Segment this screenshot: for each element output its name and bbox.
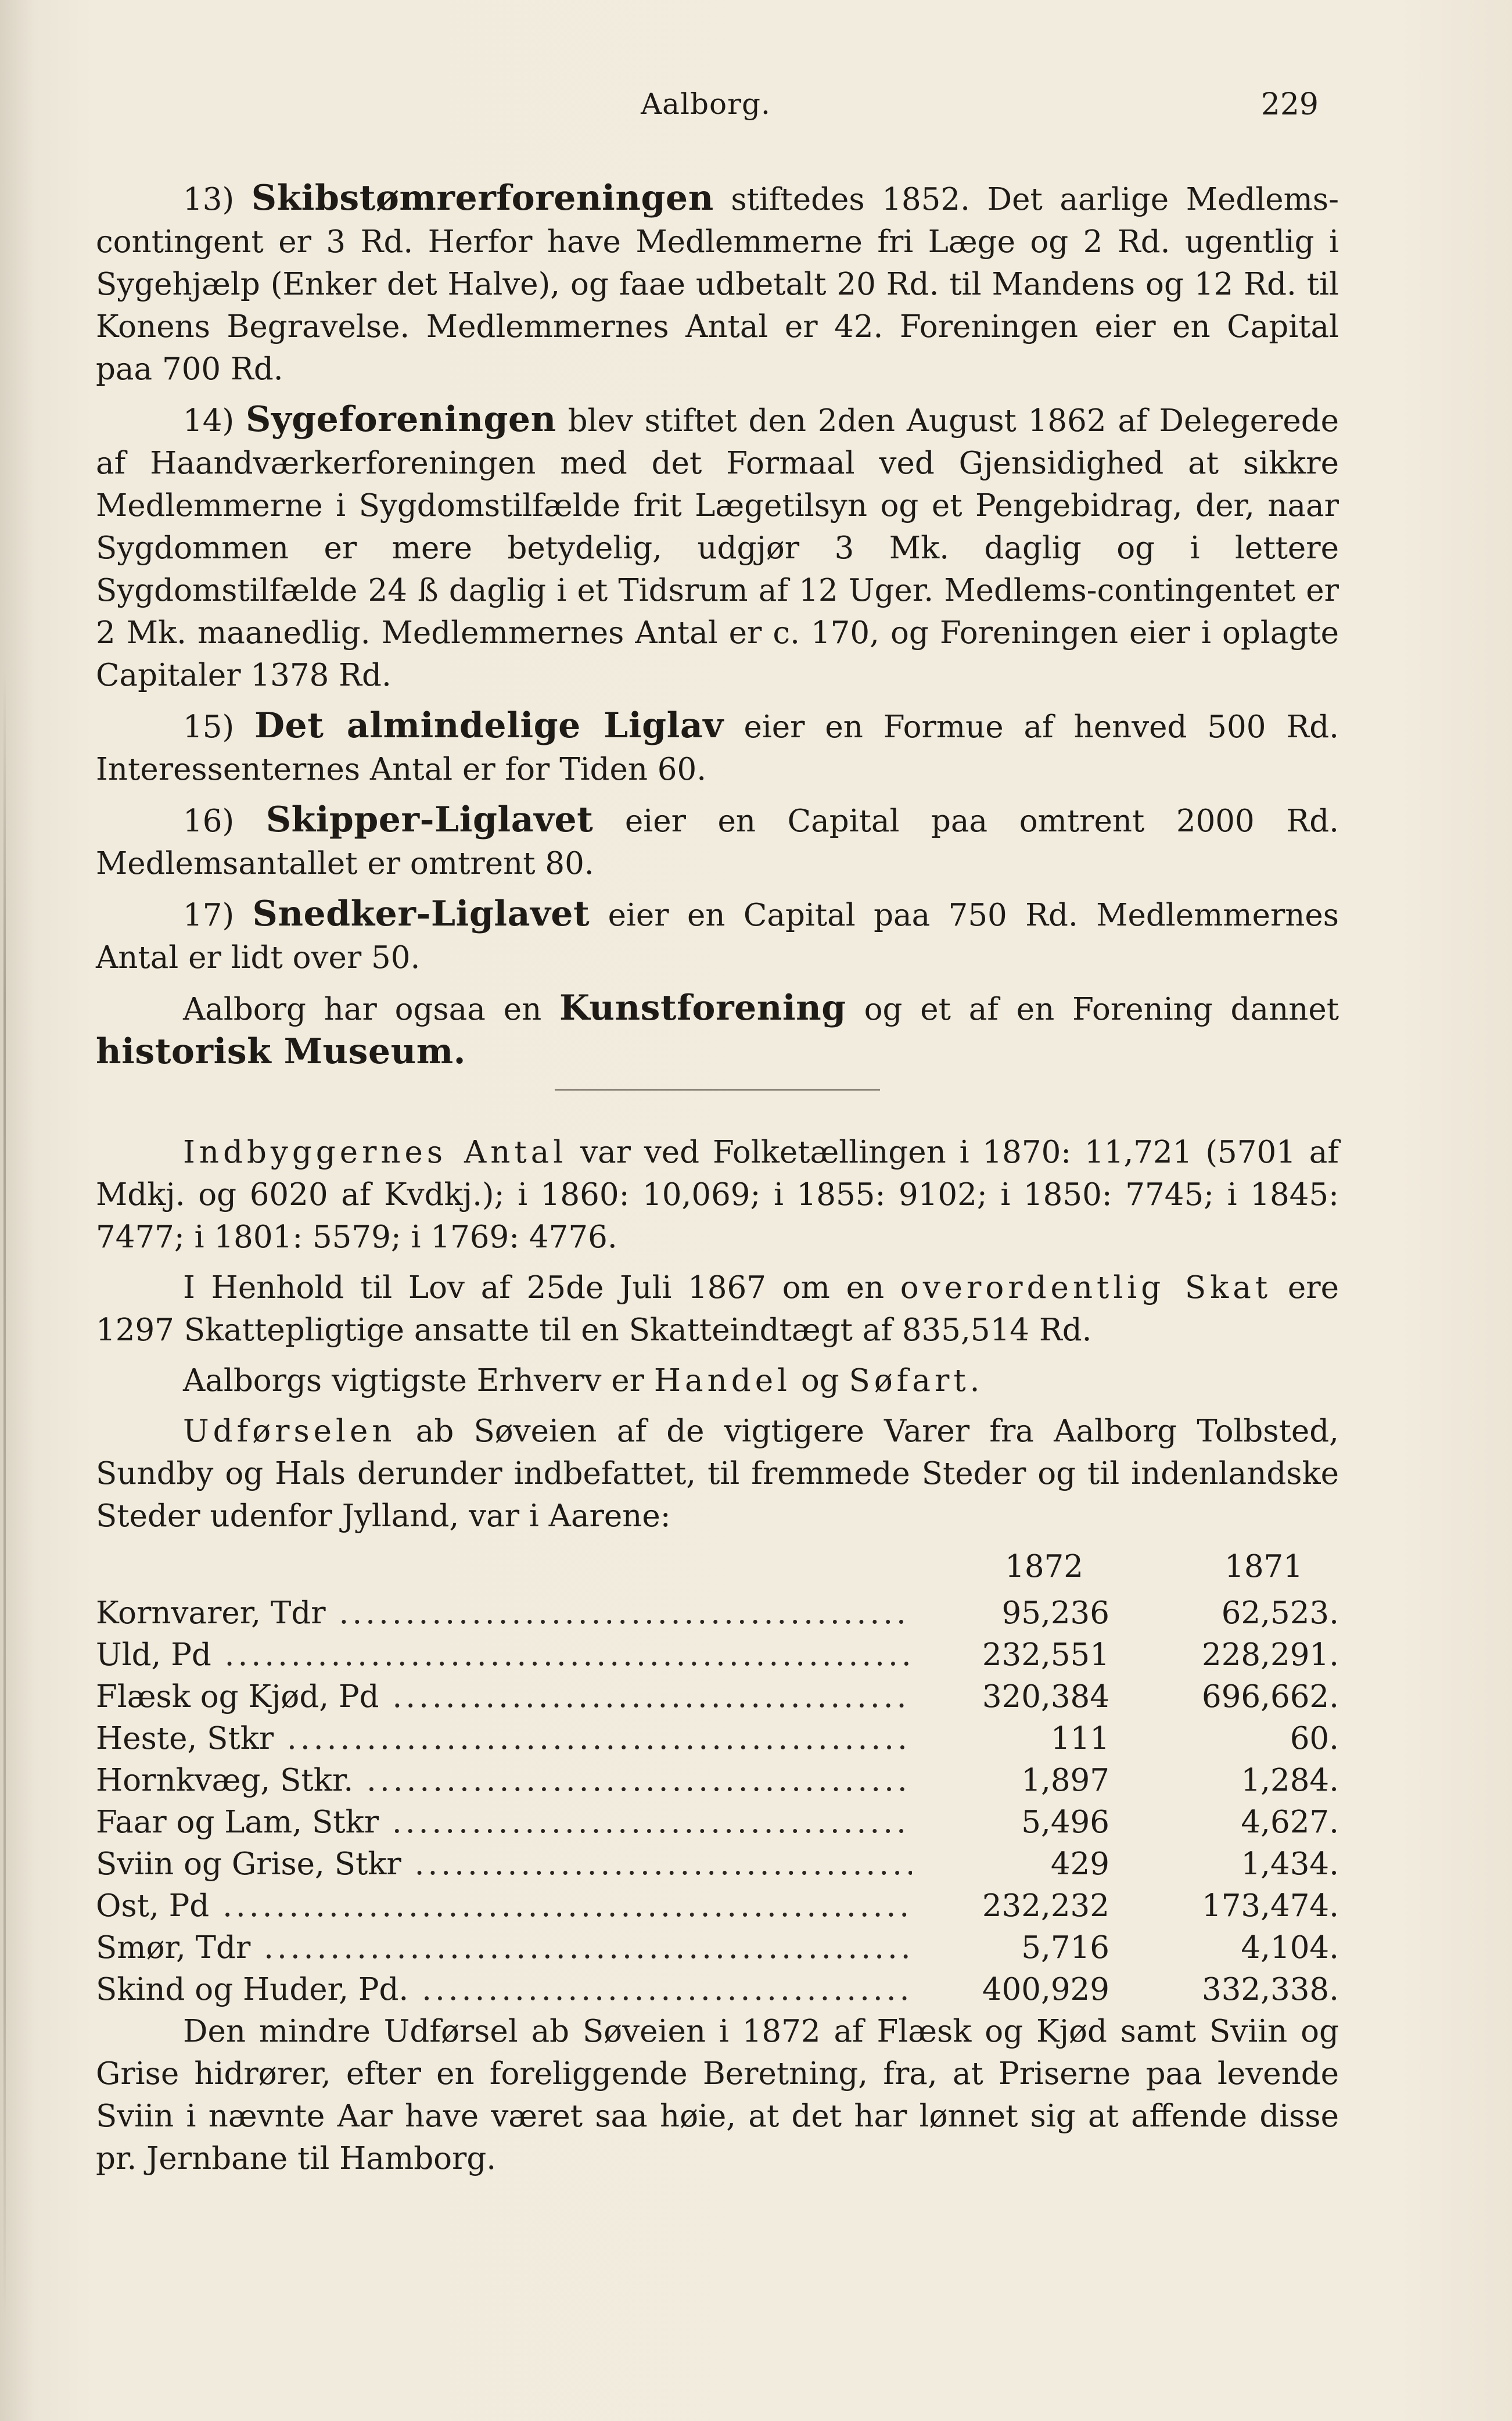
value-1871: 4,627.	[1233, 1801, 1339, 1843]
commodity-label: Sviin og Grise, Stkr .....	[96, 1843, 912, 1885]
leader-cover	[912, 1634, 920, 1676]
leader-cover	[912, 1759, 920, 1801]
leader-cover	[912, 1801, 920, 1843]
commodity-label: Skind og Huder, Pd. .....	[96, 1968, 912, 2010]
paragraph-item-13	[96, 177, 1339, 390]
export-table	[96, 1545, 1339, 2010]
spaced-term: Indbyggernes Antal	[183, 1135, 568, 1170]
commodity-label: Ost, Pd .....	[96, 1885, 912, 1927]
commodity-label: Faar og Lam, Stkr .....	[96, 1801, 912, 1843]
art-society-heading: Kunstforening	[559, 988, 846, 1028]
leader-cover	[912, 1592, 920, 1634]
year-column-header: 1871	[1224, 1549, 1303, 1584]
spaced-term: Handel	[653, 1363, 792, 1398]
item-number: 15)	[183, 709, 254, 745]
value-1871: 228,291.	[1194, 1634, 1339, 1676]
leader-cover	[912, 1968, 920, 2010]
society-heading: Snedker-Liglavet	[252, 894, 590, 934]
closing-note-block	[96, 2010, 1339, 2180]
society-heading: Det almindelige Liglav	[254, 705, 724, 746]
society-heading: Skibstømrerforeningen	[251, 178, 714, 218]
leader-cover	[912, 1676, 920, 1717]
paragraph-text: eier en Formue af henved 500 Rd. Interessenternes Antal er for Tiden 60.	[96, 709, 1339, 787]
paragraph-text: og et af en Forening dannet	[846, 992, 1339, 1027]
paragraph-text: ere 1297 Skattepligtige ansatte til en Skatteindtægt af 835,514 Rd.	[96, 1270, 1339, 1348]
year-column-header: 1872	[1005, 1549, 1083, 1584]
item-number: 16)	[183, 804, 266, 839]
paragraph-item-17	[96, 893, 1339, 979]
paragraph-trade	[96, 1360, 1339, 1402]
table-row	[96, 1885, 1339, 1927]
item-number: 17)	[183, 898, 253, 933]
paragraph-text: .	[969, 1363, 980, 1398]
paragraph-text: I Henhold til Lov af 25de Juli 1867 om en	[183, 1270, 900, 1305]
paragraph-text: Aalborg har ogsaa en	[183, 992, 560, 1027]
value-1871: 60.	[1282, 1717, 1339, 1759]
paragraph-text: eier en Capital paa omtrent 2000 Rd. Medlemsantallet er omtrent 80.	[96, 804, 1339, 881]
value-1871: 4,104.	[1233, 1927, 1339, 1968]
value-1871: 1,434.	[1233, 1843, 1339, 1885]
paragraph-text: eier en Capital paa 750 Rd. Medlemmernes Antal er lidt over 50.	[96, 898, 1339, 975]
commodity-label: Hornkvæg, Stkr. .....	[96, 1759, 912, 1801]
spaced-term: Søfart	[849, 1363, 970, 1398]
spaced-term: Udførselen	[183, 1414, 396, 1449]
commodity-label: Smør, Tdr .....	[96, 1927, 912, 1968]
value-1871: 332,338.	[1194, 1968, 1339, 2010]
museum-heading: historisk Museum.	[96, 1031, 466, 1072]
leader-cover	[912, 1927, 920, 1968]
table-row	[96, 1759, 1339, 1801]
paragraph-text: stiftedes 1852. Det aarlige Medlems-contingent er 3 Rd. Herfor have Medlemmerne fri Læge og 2 Rd. ugentlig i Sygehjælp (Enker det Halve), og faae udbetalt 20 Rd. til Mandens og 12 Rd. til Konens Begravelse. Medlemmernes Antal er 42. Foreningen eier en Capital paa 700 Rd.	[96, 182, 1339, 387]
paragraph-item-15	[96, 705, 1339, 791]
commodity-label: Heste, Stkr .....	[96, 1717, 912, 1759]
running-head: Aalborg.	[641, 87, 771, 121]
paragraph-text: blev stiftet den 2den August 1862 af Delegerede af Haandværkerforeningen med det Formaal ved Gjensidighed at sikkre Medlemmerne i Sygdomstilfælde frit Lægetilsyn og et Pengebidrag, der, naar Sygdommen er mere betydelig, udgjør 3 Mk. daglig og i lettere Sygdomstilfælde 24 ß daglig i et Tidsrum af 12 Uger. Medlems-contingentet er 2 Mk. maanedlig. Medlemmernes Antal er c. 170, og Foreningen eier i oplagte Capitaler 1378 Rd.	[96, 403, 1339, 693]
spaced-term: overordentlig Skat	[900, 1270, 1272, 1305]
paragraph-text: ab Søveien af de vigtigere Varer fra Aalborg Tolbsted, Sundby og Hals derunder indbefattet, til fremmede Steder og til indenlandske Steder udenfor Jylland, var i Aarene:	[96, 1414, 1339, 1534]
table-row	[96, 1634, 1339, 1676]
page-header	[93, 87, 1319, 128]
table-header	[96, 1545, 1339, 1592]
closing-note: Den mindre Udførsel ab Søveien i 1872 af Flæsk og Kjød samt Sviin og Grise hidrører, efter en foreliggende Beretning, fra, at Priserne paa levende Sviin i nævnte Aar have været saa høie, at det har lønnet sig at affende disse pr. Jernbane til Hamborg.	[96, 2014, 1339, 2176]
item-number: 14)	[183, 403, 246, 439]
value-1872: 232,551	[974, 1634, 1109, 1676]
commodity-label: Uld, Pd .....	[96, 1634, 912, 1676]
table-row	[96, 1843, 1339, 1885]
leader-cover	[912, 1885, 920, 1927]
leader-cover	[912, 1843, 920, 1885]
value-1872: 1,897	[1013, 1759, 1109, 1801]
table-body	[96, 1592, 1339, 2010]
paragraph-exports	[96, 1410, 1339, 1537]
paragraph-tax	[96, 1267, 1339, 1351]
value-1871: 173,474.	[1194, 1885, 1339, 1927]
commodity-label: Flæsk og Kjød, Pd .....	[96, 1676, 912, 1717]
value-1871: 1,284.	[1233, 1759, 1339, 1801]
paragraph-closing	[96, 987, 1339, 1074]
table-row	[96, 1592, 1339, 1634]
table-row	[96, 1676, 1339, 1717]
value-1872: 5,716	[1013, 1927, 1109, 1968]
section-divider	[555, 1089, 880, 1091]
page-gutter-shadow	[3, 668, 6, 2324]
paragraph-text: Aalborgs vigtigste Erhverv er	[183, 1363, 654, 1398]
value-1872: 232,232	[974, 1885, 1109, 1927]
society-heading: Sygeforeningen	[246, 399, 556, 440]
value-1872: 400,929	[974, 1968, 1109, 2010]
value-1872: 5,496	[1013, 1801, 1109, 1843]
page-number: 229	[1260, 87, 1319, 122]
society-heading: Skipper-Liglavet	[265, 799, 594, 840]
page-body	[96, 177, 1339, 2188]
value-1871: 696,662.	[1194, 1676, 1339, 1717]
table-row	[96, 1968, 1339, 2010]
table-row	[96, 1801, 1339, 1843]
commodity-label: Kornvarer, Tdr .....	[96, 1592, 912, 1634]
value-1872: 95,236	[994, 1592, 1109, 1634]
value-1872: 429	[1043, 1843, 1109, 1885]
table-row	[96, 1717, 1339, 1759]
leader-cover	[912, 1717, 920, 1759]
paragraph-item-16	[96, 799, 1339, 885]
paragraph-text: og	[791, 1363, 849, 1398]
value-1871: 62,523.	[1213, 1592, 1339, 1634]
value-1872: 320,384	[974, 1676, 1109, 1717]
table-row	[96, 1927, 1339, 1968]
paragraph-text: var ved Folketællingen i 1870: 11,721 (5701 af Mdkj. og 6020 af Kvdkj.); i 1860: 10,069; i 1855: 9102; i 1850: 7745; i 1845: 7477; i 1801: 5579; i 1769: 4776.	[96, 1135, 1339, 1255]
value-1872: 111	[1043, 1717, 1109, 1759]
item-number: 13)	[183, 182, 252, 217]
paragraph-item-14	[96, 399, 1339, 697]
paragraph-population	[96, 1131, 1339, 1258]
